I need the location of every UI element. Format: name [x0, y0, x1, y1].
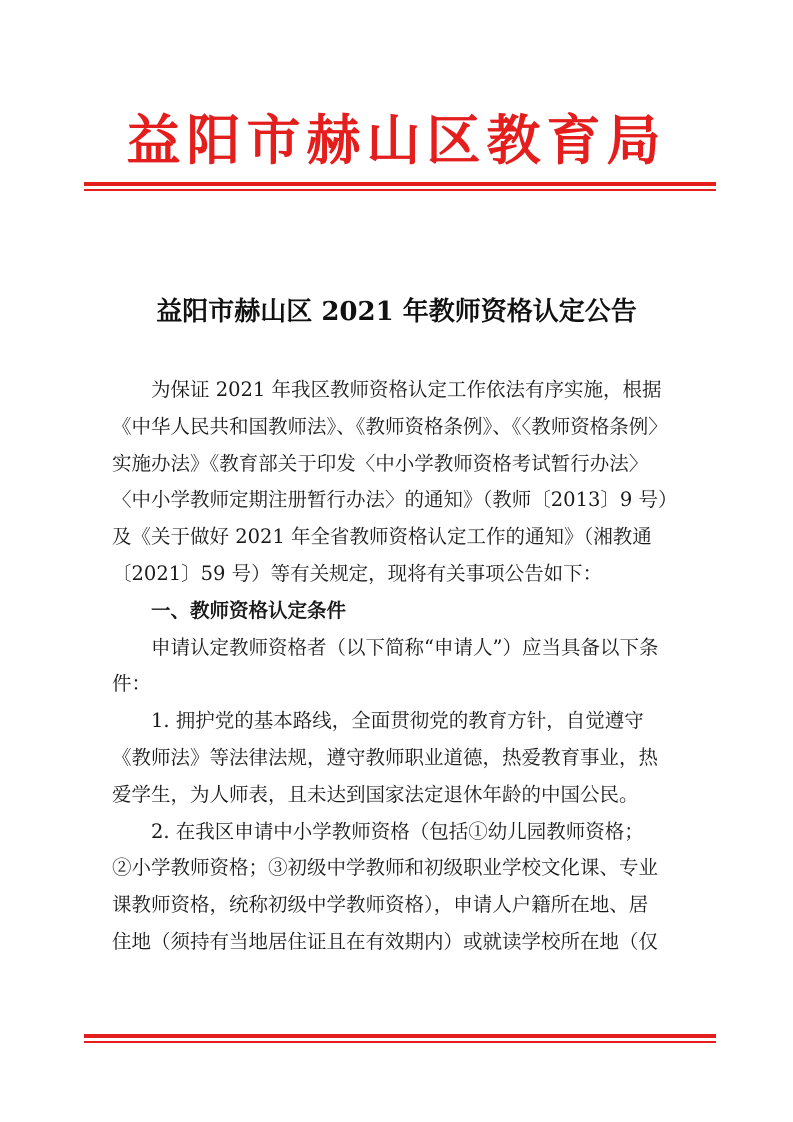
section-heading-1: 一、教师资格认定条件	[151, 598, 347, 622]
text-line: 实施办法》《教育部关于印发〈中小学教师资格考试暂行办法〉	[112, 451, 649, 475]
text-line: 住地（须持有当地居住证且在有效期内）或就读学校所在地（仅	[112, 929, 659, 953]
text-line: 《教师法》等法律法规，遵守教师职业道德，热爱教育事业，热	[112, 745, 659, 769]
text-line: 〈中小学教师定期注册暂行办法〉的通知》（教师〔2013〕9 号）	[112, 488, 678, 512]
org-name: 益阳市赫山区教育局	[126, 108, 667, 172]
footer-rule-thin	[84, 1041, 716, 1043]
text-line: 爱学生，为人师表，且未达到国家法定退休年龄的中国公民。	[112, 782, 639, 806]
header-rule-thin	[84, 189, 716, 191]
footer-rule-thick	[84, 1034, 716, 1038]
document-body	[112, 372, 692, 961]
text-line: 课教师资格，统称初级中学教师资格），申请人户籍所在地、居	[112, 893, 649, 917]
paragraph-condition-1	[112, 703, 692, 813]
text-line: 为保证 2021 年我区教师资格认定工作依法有序实施，根据	[151, 378, 662, 401]
text-line: ②小学教师资格；③初级中学教师和初级职业学校文化课、专业	[112, 856, 659, 880]
text-line: 2. 在我区申请中小学教师资格（包括①幼儿园教师资格；	[151, 819, 644, 843]
paragraph-condition-2	[112, 814, 692, 961]
paragraph-intro	[112, 372, 692, 593]
text-line: 件：	[112, 672, 152, 696]
text-line: 申请认定教师资格者（以下简称“申请人”）应当具备以下条	[151, 635, 659, 659]
paragraph-conditions-intro	[112, 630, 692, 704]
header-rule-thick	[84, 182, 716, 186]
text-line: 〔2021〕59 号）等有关规定，现将有关事项公告如下：	[112, 561, 603, 585]
document-title: 益阳市赫山区 2021 年教师资格认定公告	[156, 297, 637, 327]
text-line: 及《关于做好 2021 年全省教师资格认定工作的通知》（湘教通	[112, 525, 652, 549]
text-line: 《中华人民共和国教师法》、《教师资格条例》、《〈教师资格条例〉	[112, 414, 668, 438]
text-line: 1. 拥护党的基本路线，全面贯彻党的教育方针，自觉遵守	[151, 709, 644, 733]
